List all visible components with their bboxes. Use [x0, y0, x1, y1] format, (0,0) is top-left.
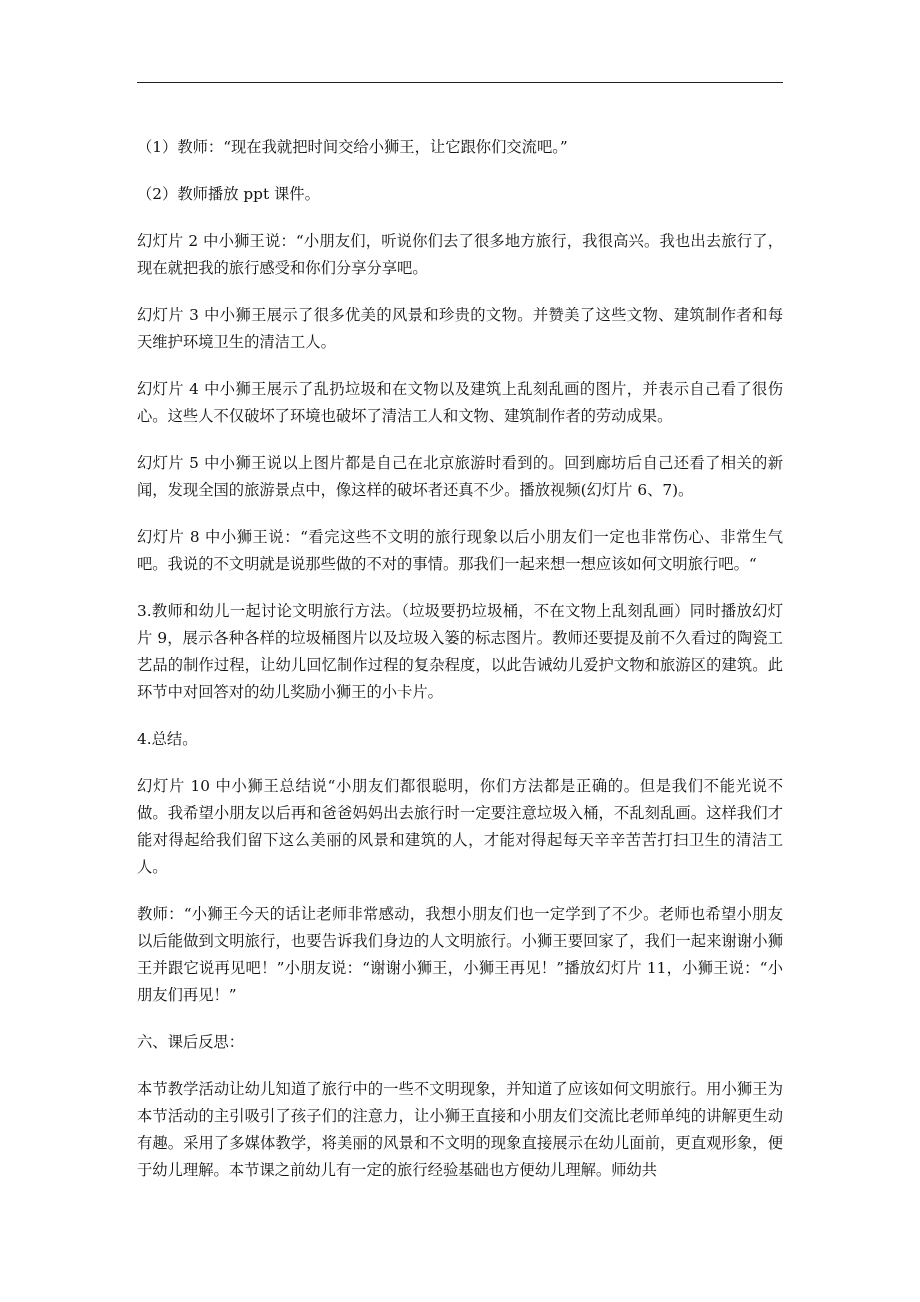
paragraph-step-2: （2）教师播放 ppt 课件。 [137, 185, 320, 203]
document-body [137, 134, 783, 1204]
header-rule [137, 82, 783, 83]
paragraph-slide-4: 幻灯片 4 中小狮王展示了乱扔垃圾和在文物以及建筑上乱刻乱画的图片，并表示自己看了很伤心。这些人不仅破坏了环境也破坏了清洁工人和文物、建筑制作者的劳动成果。 [137, 380, 783, 425]
paragraph-slide-3: 幻灯片 3 中小狮王展示了很多优美的风景和珍贵的文物。并赞美了这些文物、建筑制作者和每天维护环境卫生的清洁工人。 [137, 306, 783, 351]
paragraph-slide-10: 幻灯片 10 中小狮王总结说“小朋友们都很聪明，你们方法都是正确的。但是我们不能光说不做。我希望小朋友以后再和爸爸妈妈出去旅行时一定要注意垃圾入桶，不乱刻乱画。这样我们才能对得起给我们留下这么美丽的风景和建筑的人，才能对得起每天辛辛苦苦打扫卫生的清洁工人。 [137, 777, 783, 876]
paragraph-slide-2: 幻灯片 2 中小狮王说：“小朋友们，听说你们去了很多地方旅行，我很高兴。我也出去旅行了，现在就把我的旅行感受和你们分享分享吧。 [137, 232, 783, 277]
paragraph-slide-8: 幻灯片 8 中小狮王说：“看完这些不文明的旅行现象以后小朋友们一定也非常伤心、非常生气吧。我说的不文明就是说那些做的不对的事情。那我们一起来想一想应该如何文明旅行吧。“ [137, 528, 783, 573]
section-heading-summary: 4.总结。 [137, 730, 198, 748]
paragraph-slide-5: 幻灯片 5 中小狮王说以上图片都是自己在北京旅游时看到的。回到廊坊后自己还看了相关的新闻，发现全国的旅游景点中，像这样的破坏者还真不少。播放视频(幻灯片 6、7)。 [137, 454, 783, 499]
paragraph-teacher-closing: 教师：“小狮王今天的话让老师非常感动，我想小朋友们也一定学到了不少。老师也希望小朋友以后能做到文明旅行，也要告诉我们身边的人文明旅行。小狮王要回家了，我们一起来谢谢小狮王并跟它说再见吧！”小朋友说：“谢谢小狮王，小狮王再见！”播放幻灯片 11，小狮王说：“小朋友们再见！” [137, 905, 783, 1004]
paragraph-reflection: 本节教学活动让幼儿知道了旅行中的一些不文明现象，并知道了应该如何文明旅行。用小狮王为本节活动的主引吸引了孩子们的注意力，让小狮王直接和小朋友们交流比老师单纯的讲解更生动有趣。采用了多媒体教学，将美丽的风景和不文明的现象直接展示在幼儿面前，更直观形象，便于幼儿理解。本节课之前幼儿有一定的旅行经验基础也方便幼儿理解。师幼共 [137, 1080, 783, 1179]
section-heading-reflection: 六、课后反思： [137, 1033, 245, 1051]
paragraph-step-1: （1）教师：“现在我就把时间交给小狮王，让它跟你们交流吧。” [137, 138, 568, 156]
paragraph-discussion: 3.教师和幼儿一起讨论文明旅行方法。（垃圾要扔垃圾桶，不在文物上乱刻乱画）同时播放幻灯片 9，展示各种各样的垃圾桶图片以及垃圾入篓的标志图片。教师还要提及前不久看过的陶瓷工艺品的制作过程，让幼儿回忆制作过程的复杂程度，以此告诫幼儿爱护文物和旅游区的建筑。此环节中对回答对的幼儿奖励小狮王的小卡片。 [137, 602, 783, 701]
